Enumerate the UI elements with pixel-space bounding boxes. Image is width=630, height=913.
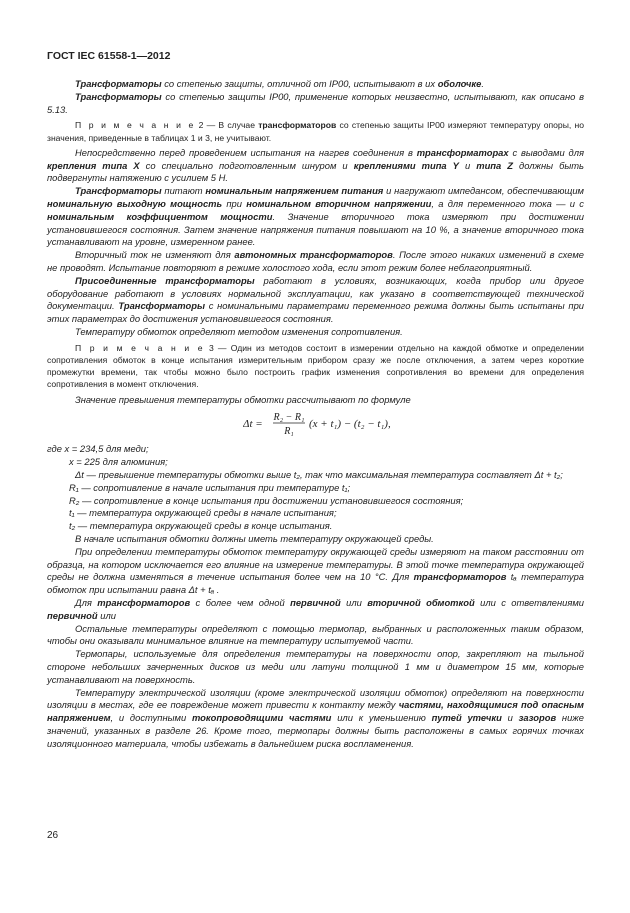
temperature-rise-formula — [47, 408, 584, 440]
where-line-2: Δt — превышение температуры обмотки выше t₂, так что максимальная температура составляет Δt + t₂; — [75, 468, 563, 480]
page-body — [47, 78, 584, 750]
where-line-6: t₂ — температура окружающей среды в конце испытания. — [69, 520, 333, 532]
document-header: ГОСТ IEC 61558-1—2012 — [47, 50, 171, 62]
formula-graphic — [243, 408, 443, 440]
paragraph-p5: Вторичный ток не изменяют для автономных трансформаторов. После этого никаких изменений в схеме не проводят. Испытание повторяют в режиме холостого хода, если этот режим более неблагоприятный. — [47, 249, 584, 273]
formula-numerator: R₂ − R₁ — [273, 412, 305, 424]
paragraph-p12: Остальные температуры определяют с помощью термопар, выбранных и расположенных таким образом, чтобы они оказывали минимальное влияние на температуру испытуемой части. — [47, 622, 584, 647]
paragraph-p7: Температуру обмоток определяют методом изменения сопротивления. — [75, 325, 403, 337]
paragraph-p10: При определении температуры обмоток температуру окружающей среды измеряют на таком расстоянии от образца, на котором исключается его влияние на измерение температуры. В этой точке температура окружающей среды не должна изменяться в течение испытания более чем на 10 °С. Для трансформаторов tₐ температура обмоток при испытании равна Δt + tₐ . — [47, 545, 584, 596]
paragraph-p13: Термопары, используемые для определения температуры на поверхности опор, закрепляют на тыльной стороне небольших зачерненных дисков из меди или латуни толщиной 1 мм и диаметром 15 мм, которые устанавливают на поверхность. — [47, 648, 584, 685]
paragraph-p2: Трансформаторы со степенью защиты IP00, применение которых неизвестно, испытывают, как описано в 5.13. — [47, 90, 584, 115]
paragraph-p14: Температуру электрической изоляции (кроме электрической изоляции обмоток) определяют на поверхности изоляции в местах, где ее повреждение может привести к контакту между частями, находящимися под опасным напряжением, и доступными токопроводящими частями или к уменьшению путей утечки и зазоров ниже значений, указанных в разделе 26. Кроме того, термопары должны быть расположены в самых горячих точках изоляционного материала, чтобы избежать в дальнейшем риска воспламенения. — [47, 686, 584, 749]
paragraph-p1: Трансформаторы со степенью защиты, отличной от IP00, испытывают в их оболочке. — [75, 78, 484, 89]
where-line-3: R₁ — сопротивление в начале испытания при температуре t₁; — [69, 481, 351, 493]
where-line-4: R₂ — сопротивление в конце испытания при достижении установившегося состояния; — [69, 494, 464, 506]
paragraph-p6: Присоединенные трансформаторы работают в условиях, возникающих, когда прибор или другое оборудование работают в условиях нормальной эксплуатации, как указано в соответствующей технической документации. Трансформаторы с номинальными параметрами переменного режима должны быть испытаны при этих параметрах до достижения установившегося состояния. — [47, 274, 584, 325]
paragraph-p8: Значение превышения температуры обмотки рассчитывают по формуле — [75, 393, 411, 405]
where-line-1: x = 225 для алюминия; — [69, 456, 168, 468]
formula-lhs: Δt = — [243, 418, 263, 431]
where-line-0: где x = 234,5 для меди; — [47, 443, 149, 455]
where-line-5: t₁ — температура окружающей среды в начале испытания; — [69, 507, 337, 519]
paragraph-p4: Трансформаторы питают номинальным напряжением питания и нагружают импедансом, обеспечивающим номинальную выходную мощность при номинальном вторичном напряжении, а для переменного тока — и с номинальным коэффициентом мощности. Значение вторичного тока измеряют при достижении установившегося состояния. Затем значение напряжения питания повышают на 10 %, а значение вторичного тока устанавливают на уровне, измеренном ранее. — [47, 185, 584, 248]
note-3: П р и м е ч а н и е 3 — Один из методов состоит в измерении отдельно на каждой обмотке и определении сопротивления обмоток в конце испытания измерительным прибором сразу же после отключения, а затем через короткие промежутки времени, так чтобы можно было построить график изменения сопротивления во времени для определения сопротивления в момент отключения. — [47, 342, 584, 390]
note-2: П р и м е ч а н и е 2 — В случае трансформаторов со степенью защиты IP00 измеряют температуру опоры, но значения, приведенные в таблицах 1 и 3, не учитывают. — [47, 120, 584, 143]
paragraph-p9: В начале испытания обмотки должны иметь температуру окружающей среды. — [75, 532, 434, 544]
formula-rest: (x + t₁) − (t₂ − t₁), — [309, 418, 391, 431]
formula-denominator: R₁ — [284, 426, 294, 438]
page-number: 26 — [47, 830, 59, 841]
paragraph-p3: Непосредственно перед проведением испытания на нагрев соединения в трансформаторах с выводами для крепления типа X со специально подготовленным шнуром и креплениями типа Y и типа Z должны быть подвергнуты натяжению с усилием 5 Н. — [47, 146, 584, 184]
paragraph-p11: Для трансформаторов с более чем одной первичной или вторичной обмоткой или с ответвлениями первичной или — [47, 596, 585, 621]
